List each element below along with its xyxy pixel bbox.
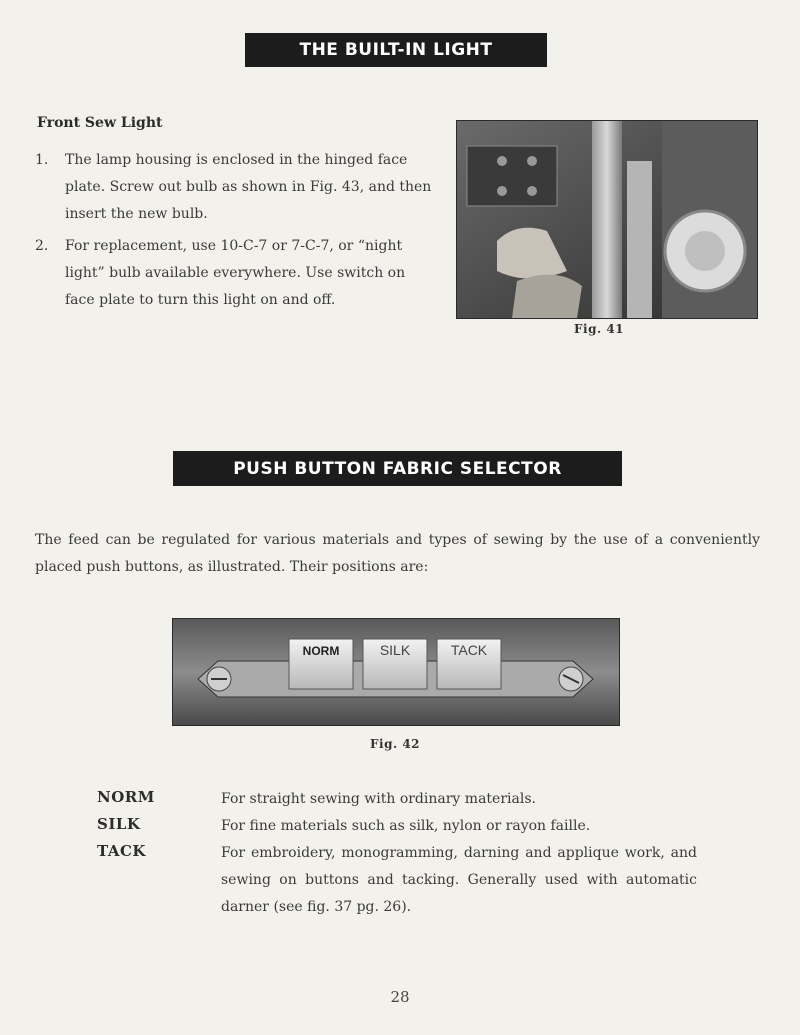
section-banner-push-button-fabric-selector: PUSH BUTTON FABRIC SELECTOR [173,451,622,486]
section-banner-built-in-light: THE BUILT-IN LIGHT [245,33,547,67]
step-number: 2. [35,238,49,254]
figure-42-caption: Fig. 42 [370,737,421,751]
button-label-tack: TACK [450,642,488,658]
button-label-norm: NORM [302,644,340,658]
subheading-front-sew-light: Front Sew Light [37,115,163,131]
push-button-panel-illustration [173,619,619,725]
page-number: 28 [390,988,410,1006]
face-plate-illustration [457,121,757,318]
step-1 [35,147,435,228]
definition-text-tack: For embroidery, monogramming, darning and applique work, and sewing on buttons and tacking. Generally used with automatic darner (see fig. 37 pg. 26). [221,845,697,915]
figure-42-photo [172,618,620,726]
definition-text-norm: For straight sewing with ordinary materials. [221,791,536,807]
step-2 [35,233,435,314]
step-text: The lamp housing is enclosed in the hinged face plate. Screw out bulb as shown in Fig. 43, and then insert the new bulb. [65,152,432,222]
step-text: For replacement, use 10-C-7 or 7-C-7, or “night light” bulb available everywhere. Use switch on face plate to turn this light on and off. [65,238,406,308]
figure-41-caption: Fig. 41 [574,322,625,336]
step-number: 1. [35,152,49,168]
button-label-silk: SILK [379,642,411,658]
definition-term-tack: TACK [97,842,146,860]
intro-paragraph: The feed can be regulated for various materials and types of sewing by the use of a conveniently placed push buttons, as illustrated. Their positions are: [35,532,760,575]
definition-text-silk: For fine materials such as silk, nylon or rayon faille. [221,818,591,834]
figure-41-photo [456,120,758,319]
definition-term-norm: NORM [97,788,155,806]
definition-term-silk: SILK [97,815,141,833]
